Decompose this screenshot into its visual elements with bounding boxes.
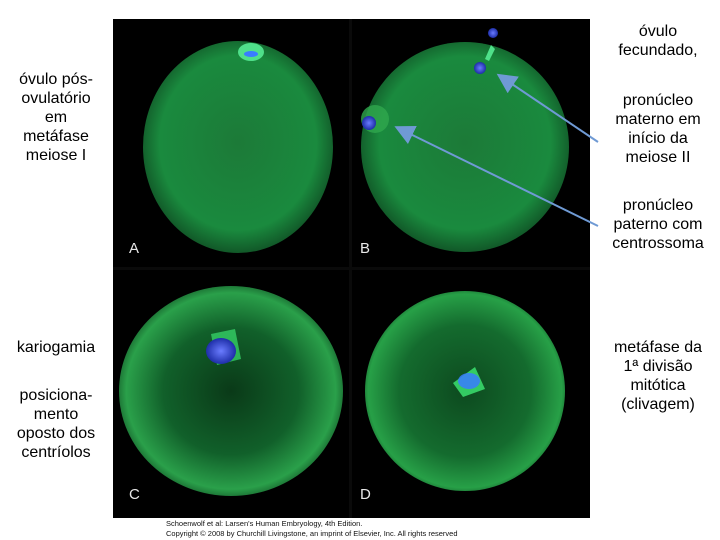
caption-metafase-mitotica: metáfase da 1ª divisão mitótica (clivagem) — [613, 339, 703, 413]
panel-label-d: D — [360, 486, 371, 503]
caption-ovulo-pos-ovulatorio: óvulo pós- ovulatório em metáfase meiose I — [19, 71, 93, 164]
panel-label-b: B — [360, 240, 371, 257]
arrow-paternal-pronucleus — [398, 128, 598, 226]
arrow-maternal-pronucleus — [500, 76, 598, 142]
caption-posicionamento: posiciona- mento oposto dos centríolos — [16, 387, 96, 461]
panel-label-c: C — [129, 486, 140, 503]
caption-kariogamia: kariogamia — [16, 339, 96, 356]
credit-line-2: Copyright © 2008 by Churchill Livingstone, an imprint of Elsevier, Inc. All rights reserved — [166, 529, 458, 538]
caption-pronucleo-materno: pronúcleo materno em início da meiose II — [615, 92, 701, 166]
panel-label-a: A — [129, 240, 140, 257]
credit-line-1: Schoenwolf et al: Larsen's Human Embryology, 4th Edition. — [166, 519, 363, 528]
caption-ovulo-fecundado: óvulo fecundado, — [618, 23, 698, 59]
caption-pronucleo-paterno: pronúcleo paterno com centrossoma — [612, 197, 704, 252]
